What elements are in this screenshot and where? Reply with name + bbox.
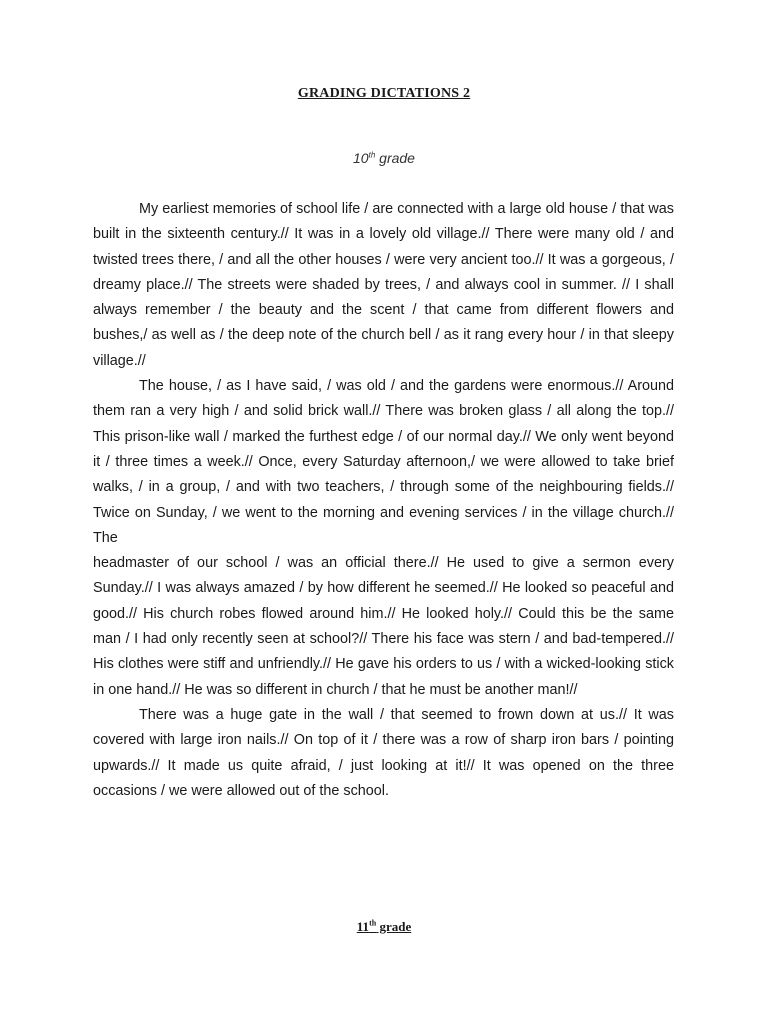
grade-10-heading <box>0 150 768 166</box>
grade-suffix: th <box>369 918 377 928</box>
paragraph-1: My earliest memories of school life / are connected with a large old house / that was built in the sixteenth century.// It was in a lovely old village.// There were many old / and twisted trees there, / and all the other houses / were very ancient too.// It was a gorgeous, / dreamy place.// The streets were shaded by trees, / and always cool in summer. // I shall always remember / the beauty and the scent / that came from different flowers and bushes,/ as well as / the deep note of the church bell / as it rang every hour / in that sleepy village.// <box>93 201 674 369</box>
grade-suffix: th <box>368 150 376 160</box>
grade-label: grade <box>376 919 412 934</box>
grade-number: 11 <box>356 919 370 934</box>
grade-label: grade <box>375 150 415 166</box>
page-title: GRADING DICTATIONS 2 <box>297 86 471 101</box>
grade-11-heading <box>0 919 768 935</box>
paragraph-4: There was a huge gate in the wall / that seemed to frown down at us.// It was covered with large iron nails.// On top of it / there was a row of sharp iron bars / pointing upwards.// It made us quite afraid, / just looking at it!// It was opened on the three occasions / we were allowed out of the school. <box>93 706 674 799</box>
paragraph-2: The house, / as I have said, / was old / and the gardens were enormous.// Around them ran a very high / and solid brick wall.// There was broken glass / all along the top.// This prison-like wall / marked the furthest edge / of our normal day.// We only went beyond it / three times a week.// Once, every Saturday afternoon,/ we were allowed to take brief walks, / in a group, / and with two teachers, / through some of the neighbouring fields.// Twice on Sunday, / we went to the morning and evening services / in the village church.// The <box>93 378 674 546</box>
dictation-text <box>93 197 674 804</box>
grade-number: 10 <box>353 150 369 166</box>
paragraph-3: headmaster of our school / was an official there.// He used to give a sermon every Sunday.// I was always amazed / by how different he seemed.// He looked so peaceful and good.// His church robes flowed around him.// He looked holy.// Could this be the same man / I had only recently seen at school?// There his face was stern / and bad-tempered.// His clothes were stiff and unfriendly.// He gave his orders to us / with a wicked-looking stick in one hand.// He was so different in church / that he must be another man!// <box>93 555 674 698</box>
